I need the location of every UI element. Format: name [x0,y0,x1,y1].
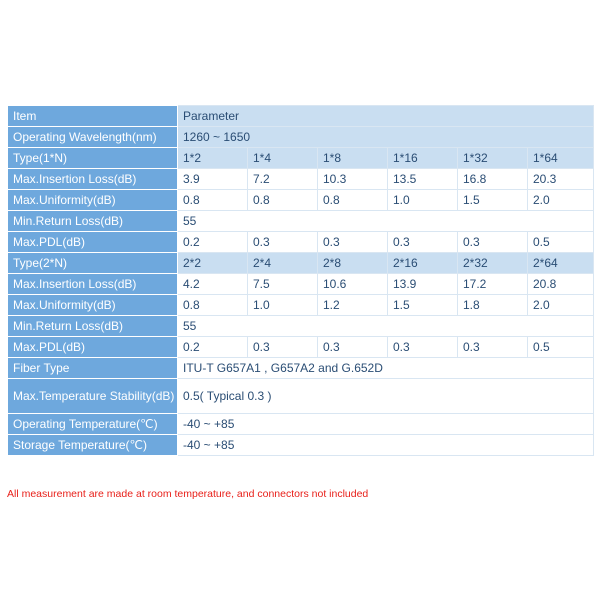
insertion-loss-cell: 4.2 [178,274,248,295]
uniformity-label: Max.Uniformity(dB) [8,190,178,211]
type2-cell: 2*16 [388,253,458,274]
type1-row [8,148,594,169]
uniformity-cell: 2.0 [528,190,594,211]
uniformity-cell: 0.8 [178,295,248,316]
uniformity-cell: 1.0 [248,295,318,316]
spec-table [7,105,594,456]
pdl-cell: 0.2 [178,337,248,358]
insertion-loss-cell: 17.2 [458,274,528,295]
insertion-loss-cell: 7.5 [248,274,318,295]
return-loss-label: Min.Return Loss(dB) [8,316,178,337]
type2-row [8,253,594,274]
type1-return-loss-row [8,211,594,232]
uniformity-cell: 1.8 [458,295,528,316]
return-loss-value: 55 [178,316,594,337]
insertion-loss-cell: 10.6 [318,274,388,295]
insertion-loss-cell: 20.3 [528,169,594,190]
pdl-label: Max.PDL(dB) [8,232,178,253]
type1-cell: 1*2 [178,148,248,169]
operating-temp-label: Operating Temperature(℃) [8,414,178,435]
type1-insertion-loss-row [8,169,594,190]
return-loss-value: 55 [178,211,594,232]
wavelength-row [8,127,594,148]
insertion-loss-cell: 20.8 [528,274,594,295]
operating-temp-value: -40 ~ +85 [178,414,594,435]
wavelength-value: 1260 ~ 1650 [178,127,594,148]
pdl-cell: 0.3 [458,337,528,358]
type1-label: Type(1*N) [8,148,178,169]
measurement-note: All measurement are made at room temperature, and connectors not included [7,488,369,500]
type2-pdl-row [8,337,594,358]
fiber-type-row [8,358,594,379]
pdl-cell: 0.5 [528,232,594,253]
insertion-loss-cell: 13.9 [388,274,458,295]
header-row [8,106,594,127]
uniformity-cell: 1.0 [388,190,458,211]
type2-cell: 2*64 [528,253,594,274]
type2-label: Type(2*N) [8,253,178,274]
uniformity-cell: 0.8 [178,190,248,211]
type2-cell: 2*32 [458,253,528,274]
pdl-cell: 0.5 [528,337,594,358]
pdl-cell: 0.3 [248,337,318,358]
uniformity-cell: 1.2 [318,295,388,316]
type1-pdl-row [8,232,594,253]
type1-cell: 1*32 [458,148,528,169]
type1-cell: 1*64 [528,148,594,169]
wavelength-label: Operating Wavelength(nm) [8,127,178,148]
type2-cell: 2*8 [318,253,388,274]
insertion-loss-cell: 10.3 [318,169,388,190]
type2-cell: 2*2 [178,253,248,274]
operating-temp-row [8,414,594,435]
pdl-cell: 0.3 [388,232,458,253]
type2-insertion-loss-row [8,274,594,295]
uniformity-label: Max.Uniformity(dB) [8,295,178,316]
header-item-cell: Item [8,106,178,127]
type1-cell: 1*16 [388,148,458,169]
return-loss-label: Min.Return Loss(dB) [8,211,178,232]
insertion-loss-label: Max.Insertion Loss(dB) [8,274,178,295]
uniformity-cell: 1.5 [388,295,458,316]
temp-stability-value: 0.5( Typical 0.3 ) [178,379,594,414]
storage-temp-label: Storage Temperature(℃) [8,435,178,456]
pdl-cell: 0.3 [248,232,318,253]
pdl-label: Max.PDL(dB) [8,337,178,358]
pdl-cell: 0.3 [318,337,388,358]
type1-cell: 1*8 [318,148,388,169]
type1-cell: 1*4 [248,148,318,169]
uniformity-cell: 0.8 [318,190,388,211]
insertion-loss-cell: 3.9 [178,169,248,190]
pdl-cell: 0.2 [178,232,248,253]
insertion-loss-cell: 7.2 [248,169,318,190]
type2-return-loss-row [8,316,594,337]
insertion-loss-cell: 13.5 [388,169,458,190]
pdl-cell: 0.3 [388,337,458,358]
type2-uniformity-row [8,295,594,316]
insertion-loss-cell: 16.8 [458,169,528,190]
uniformity-cell: 2.0 [528,295,594,316]
pdl-cell: 0.3 [458,232,528,253]
temp-stability-row [8,379,594,414]
type1-uniformity-row [8,190,594,211]
fiber-type-value: ITU-T G657A1 , G657A2 and G.652D [178,358,594,379]
pdl-cell: 0.3 [318,232,388,253]
storage-temp-value: -40 ~ +85 [178,435,594,456]
storage-temp-row [8,435,594,456]
fiber-type-label: Fiber Type [8,358,178,379]
temp-stability-label: Max.Temperature Stability(dB) [8,379,178,414]
type2-cell: 2*4 [248,253,318,274]
insertion-loss-label: Max.Insertion Loss(dB) [8,169,178,190]
uniformity-cell: 1.5 [458,190,528,211]
uniformity-cell: 0.8 [248,190,318,211]
header-parameter-cell: Parameter [178,106,594,127]
